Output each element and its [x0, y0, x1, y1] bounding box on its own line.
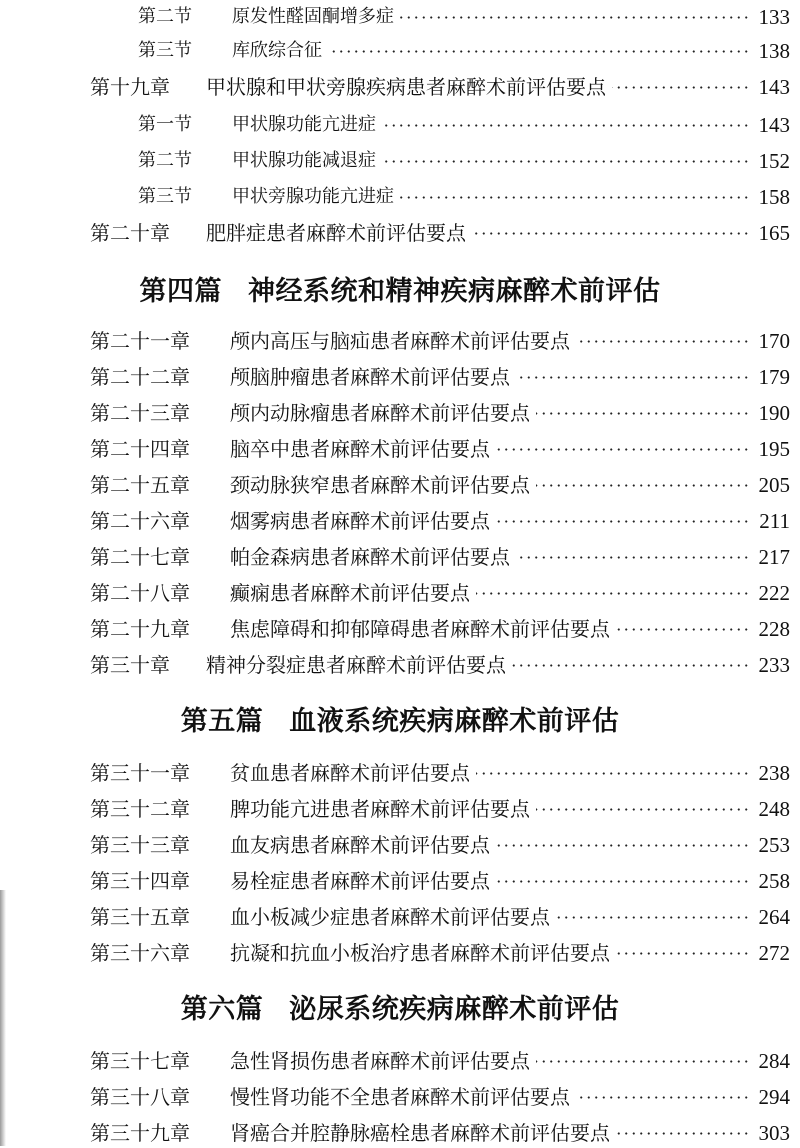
leader-dots	[536, 484, 750, 487]
part-label: 第六篇	[180, 994, 264, 1025]
section-title: 原发性醛固酮增多症	[232, 6, 394, 27]
page-number: 238	[758, 761, 790, 785]
toc-chapter-row[interactable]	[0, 830, 800, 860]
toc-chapter-row[interactable]	[0, 902, 800, 932]
chapter-title: 颅脑肿瘤患者麻醉术前评估要点	[230, 365, 510, 389]
toc-section-row[interactable]	[0, 2, 800, 32]
chapter-number: 第三十五章	[90, 905, 190, 929]
toc-chapter-row[interactable]	[0, 650, 800, 680]
part-title: 血液系统疾病麻醉术前评估	[289, 706, 620, 737]
toc-chapter-row[interactable]	[0, 72, 800, 102]
leader-dots	[496, 844, 750, 847]
section-number: 第二节	[138, 150, 192, 171]
page-number: 228	[758, 617, 790, 641]
page-number: 170	[758, 329, 790, 353]
part-heading[interactable]	[0, 702, 800, 742]
page-number: 133	[758, 5, 790, 29]
chapter-title: 血友病患者麻醉术前评估要点	[230, 833, 490, 857]
leader-dots	[512, 664, 750, 667]
chapter-title: 癫痫患者麻醉术前评估要点	[230, 581, 470, 605]
part-heading[interactable]	[0, 990, 800, 1030]
page-number: 211	[759, 509, 790, 533]
leader-dots	[400, 16, 750, 19]
toc-chapter-row[interactable]	[0, 1046, 800, 1076]
leader-dots	[472, 232, 750, 235]
page-number: 248	[758, 797, 790, 821]
page-number: 258	[758, 869, 790, 893]
section-title: 甲状腺功能亢进症	[232, 114, 376, 135]
chapter-number: 第三十章	[90, 653, 170, 677]
toc-chapter-row[interactable]	[0, 758, 800, 788]
page-number: 165	[758, 221, 790, 245]
chapter-number: 第二十八章	[90, 581, 190, 605]
chapter-number: 第三十九章	[90, 1121, 190, 1145]
leader-dots	[576, 340, 750, 343]
toc-chapter-row[interactable]	[0, 506, 800, 536]
section-number: 第二节	[138, 6, 192, 27]
section-number: 第三节	[138, 40, 192, 61]
toc-section-row[interactable]	[0, 182, 800, 212]
leader-dots	[556, 916, 750, 919]
chapter-title: 颈动脉狭窄患者麻醉术前评估要点	[230, 473, 530, 497]
leader-dots	[516, 556, 750, 559]
toc-chapter-row[interactable]	[0, 1118, 800, 1148]
page-number: 190	[758, 401, 790, 425]
chapter-number: 第十九章	[90, 75, 170, 99]
chapter-title: 血小板减少症患者麻醉术前评估要点	[230, 905, 550, 929]
leader-dots	[536, 412, 750, 415]
toc-chapter-row[interactable]	[0, 362, 800, 392]
page-number: 303	[758, 1121, 790, 1145]
chapter-number: 第三十四章	[90, 869, 190, 893]
page-number: 253	[758, 833, 790, 857]
leader-dots	[496, 880, 750, 883]
leader-dots	[616, 628, 750, 631]
toc-section-row[interactable]	[0, 36, 800, 66]
toc-chapter-row[interactable]	[0, 398, 800, 428]
leader-dots	[382, 124, 750, 127]
leader-dots	[616, 952, 750, 955]
chapter-title: 烟雾病患者麻醉术前评估要点	[230, 509, 490, 533]
leader-dots	[576, 1096, 750, 1099]
page-number: 143	[758, 113, 790, 137]
toc-chapter-row[interactable]	[0, 326, 800, 356]
chapter-number: 第二十六章	[90, 509, 190, 533]
chapter-title: 肾癌合并腔静脉癌栓患者麻醉术前评估要点	[230, 1121, 610, 1145]
part-heading[interactable]	[0, 272, 800, 312]
page-number: 152	[758, 149, 790, 173]
toc-chapter-row[interactable]	[0, 794, 800, 824]
part-title: 泌尿系统疾病麻醉术前评估	[289, 994, 620, 1025]
part-title: 神经系统和精神疾病麻醉术前评估	[248, 276, 661, 307]
leader-dots	[616, 1132, 750, 1135]
chapter-title: 脑卒中患者麻醉术前评估要点	[230, 437, 490, 461]
chapter-number: 第二十九章	[90, 617, 190, 641]
chapter-title: 易栓症患者麻醉术前评估要点	[230, 869, 490, 893]
page-number: 284	[758, 1049, 790, 1073]
page-number: 222	[758, 581, 790, 605]
toc-chapter-row[interactable]	[0, 218, 800, 248]
page-number: 294	[758, 1085, 790, 1109]
chapter-number: 第三十六章	[90, 941, 190, 965]
chapter-title: 焦虑障碍和抑郁障碍患者麻醉术前评估要点	[230, 617, 610, 641]
toc-chapter-row[interactable]	[0, 542, 800, 572]
leader-dots	[400, 196, 750, 199]
chapter-title: 帕金森病患者麻醉术前评估要点	[230, 545, 510, 569]
toc-chapter-row[interactable]	[0, 1082, 800, 1112]
chapter-number: 第三十二章	[90, 797, 190, 821]
chapter-title: 脾功能亢进患者麻醉术前评估要点	[230, 797, 530, 821]
leader-dots	[476, 772, 750, 775]
page-number: 272	[758, 941, 790, 965]
toc-chapter-row[interactable]	[0, 866, 800, 896]
page-number: 217	[758, 545, 790, 569]
page-number: 195	[758, 437, 790, 461]
chapter-number: 第三十三章	[90, 833, 190, 857]
page-number: 179	[758, 365, 790, 389]
page-number: 205	[758, 473, 790, 497]
leader-dots	[536, 1060, 750, 1063]
chapter-title: 慢性肾功能不全患者麻醉术前评估要点	[230, 1085, 570, 1109]
chapter-title: 精神分裂症患者麻醉术前评估要点	[206, 653, 506, 677]
toc-chapter-row[interactable]	[0, 614, 800, 644]
chapter-number: 第二十五章	[90, 473, 190, 497]
chapter-title: 贫血患者麻醉术前评估要点	[230, 761, 470, 785]
chapter-title: 颅内动脉瘤患者麻醉术前评估要点	[230, 401, 530, 425]
chapter-title: 肥胖症患者麻醉术前评估要点	[206, 221, 466, 245]
chapter-number: 第三十七章	[90, 1049, 190, 1073]
page-number: 138	[758, 39, 790, 63]
leader-dots	[612, 86, 750, 89]
toc-section-row[interactable]	[0, 146, 800, 176]
leader-dots	[516, 376, 750, 379]
part-label: 第五篇	[180, 706, 264, 737]
toc-chapter-row[interactable]	[0, 578, 800, 608]
chapter-title: 甲状腺和甲状旁腺疾病患者麻醉术前评估要点	[206, 75, 606, 99]
leader-dots	[496, 520, 750, 523]
chapter-number: 第二十四章	[90, 437, 190, 461]
section-title: 库欣综合征	[232, 40, 322, 61]
section-number: 第一节	[138, 114, 192, 135]
section-title: 甲状旁腺功能亢进症	[232, 186, 394, 207]
chapter-number: 第二十一章	[90, 329, 190, 353]
leader-dots	[536, 808, 750, 811]
toc-chapter-row[interactable]	[0, 470, 800, 500]
page-number: 264	[758, 905, 790, 929]
page-number: 158	[758, 185, 790, 209]
chapter-title: 颅内高压与脑疝患者麻醉术前评估要点	[230, 329, 570, 353]
chapter-number: 第三十一章	[90, 761, 190, 785]
toc-section-row[interactable]	[0, 110, 800, 140]
section-number: 第三节	[138, 186, 192, 207]
chapter-number: 第二十七章	[90, 545, 190, 569]
page-number: 233	[758, 653, 790, 677]
chapter-title: 抗凝和抗血小板治疗患者麻醉术前评估要点	[230, 941, 610, 965]
page-number: 143	[758, 75, 790, 99]
section-title: 甲状腺功能减退症	[232, 150, 376, 171]
chapter-number: 第三十八章	[90, 1085, 190, 1109]
chapter-number: 第二十三章	[90, 401, 190, 425]
chapter-number: 第二十章	[90, 221, 170, 245]
chapter-number: 第二十二章	[90, 365, 190, 389]
toc-chapter-row[interactable]	[0, 938, 800, 968]
leader-dots	[382, 160, 750, 163]
part-label: 第四篇	[139, 276, 222, 307]
leader-dots	[328, 50, 750, 53]
leader-dots	[476, 592, 750, 595]
toc-chapter-row[interactable]	[0, 434, 800, 464]
chapter-title: 急性肾损伤患者麻醉术前评估要点	[230, 1049, 530, 1073]
leader-dots	[496, 448, 750, 451]
